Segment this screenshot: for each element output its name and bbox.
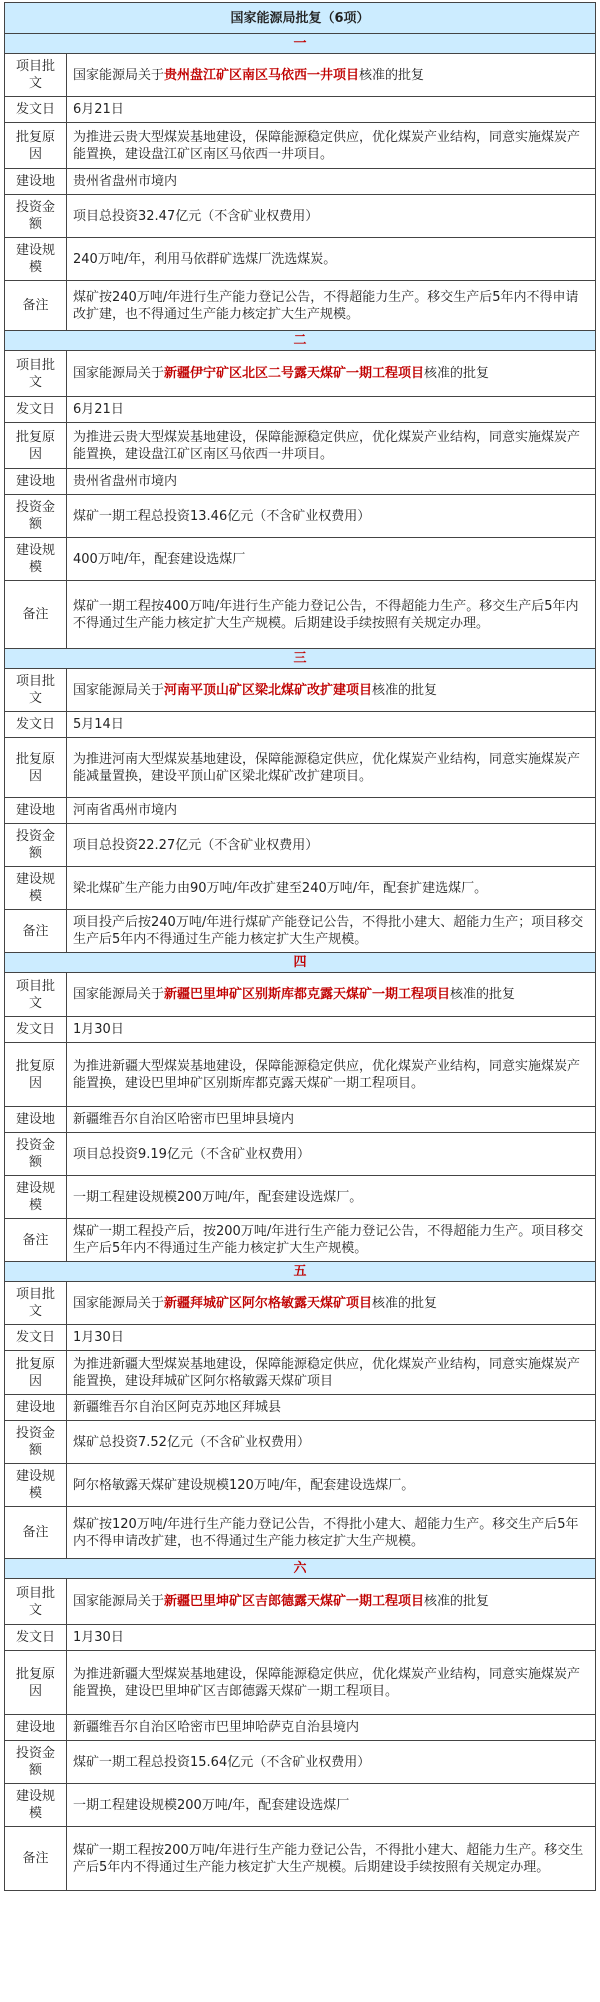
site-value: 河南省禹州市境内: [67, 798, 596, 824]
scale-label: 建设规模: [5, 538, 67, 581]
approval-suffix: 核准的批复: [424, 1594, 490, 1609]
approval-prefix: 国家能源局关于: [73, 1295, 165, 1311]
project-number: 一: [5, 34, 596, 54]
project-name: 新疆巴里坤矿区别斯库都克露天煤矿一期工程项目: [164, 987, 451, 1002]
site-value: 新疆维吾尔自治区哈密市巴里坤县境内: [67, 1107, 596, 1133]
project-number: 六: [5, 1559, 596, 1579]
site-label: 建设地: [5, 1395, 67, 1421]
project-date-row: [5, 712, 596, 738]
approval-table: [4, 2, 596, 1891]
investment-value: 项目总投资32.47亿元（不含矿业权费用）: [67, 195, 596, 238]
project-scale-row: [5, 1176, 596, 1219]
approval-suffix: 核准的批复: [359, 67, 425, 83]
scale-label: 建设规模: [5, 1176, 67, 1219]
note-label: 备注: [5, 1827, 67, 1891]
investment-label: 投资金额: [5, 495, 67, 538]
project-scale-row: [5, 238, 596, 281]
project-date-row: [5, 1625, 596, 1651]
project-reason-row: [5, 123, 596, 169]
site-value: 贵州省盘州市境内: [67, 169, 596, 195]
approval-value: [67, 1579, 596, 1625]
investment-label: 投资金额: [5, 195, 67, 238]
project-number-row: [5, 1559, 596, 1579]
scale-value: 240万吨/年，利用马依群矿选煤厂洗选煤炭。: [67, 238, 596, 281]
project-number: 五: [5, 1262, 596, 1282]
project-site-row: [5, 1107, 596, 1133]
date-label: 发文日: [5, 1017, 67, 1043]
date-label: 发文日: [5, 97, 67, 123]
project-investment-row: [5, 1741, 596, 1784]
date-value: 5月14日: [67, 712, 596, 738]
project-site-row: [5, 1715, 596, 1741]
site-label: 建设地: [5, 469, 67, 495]
project-investment-row: [5, 495, 596, 538]
approval-label: 项目批文: [5, 1579, 67, 1625]
project-reason-row: [5, 1351, 596, 1395]
project-reason-row: [5, 1651, 596, 1715]
project-investment-row: [5, 1133, 596, 1176]
note-label: 备注: [5, 281, 67, 331]
project-reason-row: [5, 738, 596, 798]
project-note-row: [5, 1219, 596, 1262]
date-value: 1月30日: [67, 1017, 596, 1043]
project-site-row: [5, 469, 596, 495]
reason-label: 批复原因: [5, 1351, 67, 1395]
approval-suffix: 核准的批复: [372, 682, 438, 698]
project-scale-row: [5, 867, 596, 910]
investment-label: 投资金额: [5, 1133, 67, 1176]
document-title: 国家能源局批复（6项）: [5, 3, 596, 34]
approval-prefix: 国家能源局关于: [73, 987, 165, 1002]
date-label: 发文日: [5, 712, 67, 738]
scale-value: 阿尔格敏露天煤矿建设规模120万吨/年，配套建设选煤厂。: [67, 1464, 596, 1507]
scale-value: 一期工程建设规模200万吨/年，配套建设选煤厂。: [67, 1176, 596, 1219]
approval-prefix: 国家能源局关于: [73, 1594, 165, 1609]
project-name: 新疆伊宁矿区北区二号露天煤矿一期工程项目: [164, 366, 425, 381]
investment-value: 煤矿一期工程总投资15.64亿元（不含矿业权费用）: [67, 1741, 596, 1784]
project-investment-row: [5, 1421, 596, 1464]
approval-value: [67, 351, 596, 397]
site-value: 新疆维吾尔自治区哈密市巴里坤哈萨克自治县境内: [67, 1715, 596, 1741]
date-value: 1月30日: [67, 1625, 596, 1651]
project-number: 四: [5, 953, 596, 973]
approval-suffix: 核准的批复: [424, 366, 490, 381]
project-name: 新疆巴里坤矿区吉郎德露天煤矿一期工程项目: [164, 1594, 425, 1609]
scale-value: 梁北煤矿生产能力由90万吨/年改扩建至240万吨/年，配套扩建选煤厂。: [67, 867, 596, 910]
investment-label: 投资金额: [5, 1741, 67, 1784]
project-name: 新疆拜城矿区阿尔格敏露天煤矿项目: [164, 1295, 373, 1311]
site-label: 建设地: [5, 169, 67, 195]
investment-value: 煤矿总投资7.52亿元（不含矿业权费用）: [67, 1421, 596, 1464]
note-label: 备注: [5, 1507, 67, 1559]
project-number-row: [5, 953, 596, 973]
title-row: [5, 3, 596, 34]
project-number: 二: [5, 331, 596, 351]
note-value: 煤矿按240万吨/年进行生产能力登记公告，不得超能力生产。移交生产后5年内不得申请改扩建，也不得通过生产能力核定扩大生产规模。: [67, 281, 596, 331]
approval-label: 项目批文: [5, 973, 67, 1017]
note-value: 煤矿一期工程投产后，按200万吨/年进行生产能力登记公告，不得超能力生产。项目移交生产后5年内不得通过生产能力核定扩大生产规模。: [67, 1219, 596, 1262]
approval-value: [67, 973, 596, 1017]
investment-label: 投资金额: [5, 1421, 67, 1464]
project-number: 三: [5, 649, 596, 669]
date-label: 发文日: [5, 1625, 67, 1651]
reason-label: 批复原因: [5, 423, 67, 469]
investment-value: 项目总投资22.27亿元（不含矿业权费用）: [67, 824, 596, 867]
project-approval-row: [5, 351, 596, 397]
project-site-row: [5, 1395, 596, 1421]
project-date-row: [5, 1017, 596, 1043]
date-label: 发文日: [5, 397, 67, 423]
note-value: 项目投产后按240万吨/年进行煤矿产能登记公告，不得批小建大、超能力生产；项目移交生产后5年内不得通过生产能力核定扩大生产规模。: [67, 910, 596, 953]
note-value: 煤矿一期工程按200万吨/年进行生产能力登记公告，不得批小建大、超能力生产。移交生产后5年内不得通过生产能力核定扩大生产规模。后期建设手续按照有关规定办理。: [67, 1827, 596, 1891]
reason-value: 为推进云贵大型煤炭基地建设，保障能源稳定供应，优化煤炭产业结构，同意实施煤炭产能置换，建设盘江矿区南区马依西一井项目。: [67, 123, 596, 169]
scale-value: 400万吨/年，配套建设选煤厂: [67, 538, 596, 581]
approval-prefix: 国家能源局关于: [73, 67, 165, 83]
approval-document: [4, 2, 596, 1891]
date-value: 6月21日: [67, 97, 596, 123]
scale-value: 一期工程建设规模200万吨/年，配套建设选煤厂: [67, 1784, 596, 1827]
reason-label: 批复原因: [5, 1043, 67, 1107]
project-name: 贵州盘江矿区南区马依西一井项目: [164, 67, 360, 83]
project-approval-row: [5, 973, 596, 1017]
project-investment-row: [5, 195, 596, 238]
project-note-row: [5, 910, 596, 953]
reason-label: 批复原因: [5, 1651, 67, 1715]
note-label: 备注: [5, 910, 67, 953]
scale-label: 建设规模: [5, 238, 67, 281]
project-date-row: [5, 97, 596, 123]
investment-value: 煤矿一期工程总投资13.46亿元（不含矿业权费用）: [67, 495, 596, 538]
project-number-row: [5, 34, 596, 54]
project-investment-row: [5, 824, 596, 867]
approval-value: [67, 1282, 596, 1325]
reason-value: 为推进新疆大型煤炭基地建设，保障能源稳定供应，优化煤炭产业结构，同意实施煤炭产能置换，建设巴里坤矿区别斯库都克露天煤矿一期工程项目。: [67, 1043, 596, 1107]
date-label: 发文日: [5, 1325, 67, 1351]
project-approval-row: [5, 669, 596, 712]
reason-label: 批复原因: [5, 738, 67, 798]
project-date-row: [5, 1325, 596, 1351]
reason-label: 批复原因: [5, 123, 67, 169]
investment-label: 投资金额: [5, 824, 67, 867]
project-approval-row: [5, 1282, 596, 1325]
date-value: 6月21日: [67, 397, 596, 423]
project-number-row: [5, 331, 596, 351]
project-approval-row: [5, 54, 596, 97]
approval-label: 项目批文: [5, 54, 67, 97]
project-name: 河南平顶山矿区梁北煤矿改扩建项目: [164, 682, 373, 698]
project-approval-row: [5, 1579, 596, 1625]
project-number-row: [5, 1262, 596, 1282]
scale-label: 建设规模: [5, 1784, 67, 1827]
reason-value: 为推进新疆大型煤炭基地建设，保障能源稳定供应，优化煤炭产业结构，同意实施煤炭产能置换，建设拜城矿区阿尔格敏露天煤矿项目: [67, 1351, 596, 1395]
approval-prefix: 国家能源局关于: [73, 682, 165, 698]
project-note-row: [5, 1827, 596, 1891]
approval-label: 项目批文: [5, 351, 67, 397]
project-note-row: [5, 581, 596, 649]
reason-value: 为推进河南大型煤炭基地建设，保障能源稳定供应，优化煤炭产业结构，同意实施煤炭产能减量置换，建设平顶山矿区梁北煤矿改扩建项目。: [67, 738, 596, 798]
project-scale-row: [5, 538, 596, 581]
project-note-row: [5, 1507, 596, 1559]
project-date-row: [5, 397, 596, 423]
note-label: 备注: [5, 581, 67, 649]
approval-value: [67, 54, 596, 97]
approval-value: [67, 669, 596, 712]
approval-suffix: 核准的批复: [450, 987, 516, 1002]
project-reason-row: [5, 1043, 596, 1107]
site-label: 建设地: [5, 798, 67, 824]
project-site-row: [5, 169, 596, 195]
reason-value: 为推进新疆大型煤炭基地建设，保障能源稳定供应，优化煤炭产业结构，同意实施煤炭产能置换，建设巴里坤矿区吉郎德露天煤矿一期工程项目。: [67, 1651, 596, 1715]
scale-label: 建设规模: [5, 1464, 67, 1507]
note-value: 煤矿一期工程按400万吨/年进行生产能力登记公告，不得超能力生产。移交生产后5年内不得通过生产能力核定扩大生产规模。后期建设手续按照有关规定办理。: [67, 581, 596, 649]
site-label: 建设地: [5, 1107, 67, 1133]
project-number-row: [5, 649, 596, 669]
project-scale-row: [5, 1464, 596, 1507]
approval-label: 项目批文: [5, 669, 67, 712]
project-scale-row: [5, 1784, 596, 1827]
note-label: 备注: [5, 1219, 67, 1262]
site-label: 建设地: [5, 1715, 67, 1741]
project-site-row: [5, 798, 596, 824]
project-reason-row: [5, 423, 596, 469]
site-value: 新疆维吾尔自治区阿克苏地区拜城县: [67, 1395, 596, 1421]
site-value: 贵州省盘州市境内: [67, 469, 596, 495]
date-value: 1月30日: [67, 1325, 596, 1351]
project-note-row: [5, 281, 596, 331]
investment-value: 项目总投资9.19亿元（不含矿业权费用）: [67, 1133, 596, 1176]
approval-prefix: 国家能源局关于: [73, 366, 165, 381]
reason-value: 为推进云贵大型煤炭基地建设，保障能源稳定供应，优化煤炭产业结构，同意实施煤炭产能置换，建设盘江矿区南区马依西一井项目。: [67, 423, 596, 469]
approval-suffix: 核准的批复: [372, 1295, 438, 1311]
approval-label: 项目批文: [5, 1282, 67, 1325]
scale-label: 建设规模: [5, 867, 67, 910]
note-value: 煤矿按120万吨/年进行生产能力登记公告，不得批小建大、超能力生产。移交生产后5年内不得申请改扩建，也不得通过生产能力核定扩大生产规模。: [67, 1507, 596, 1559]
